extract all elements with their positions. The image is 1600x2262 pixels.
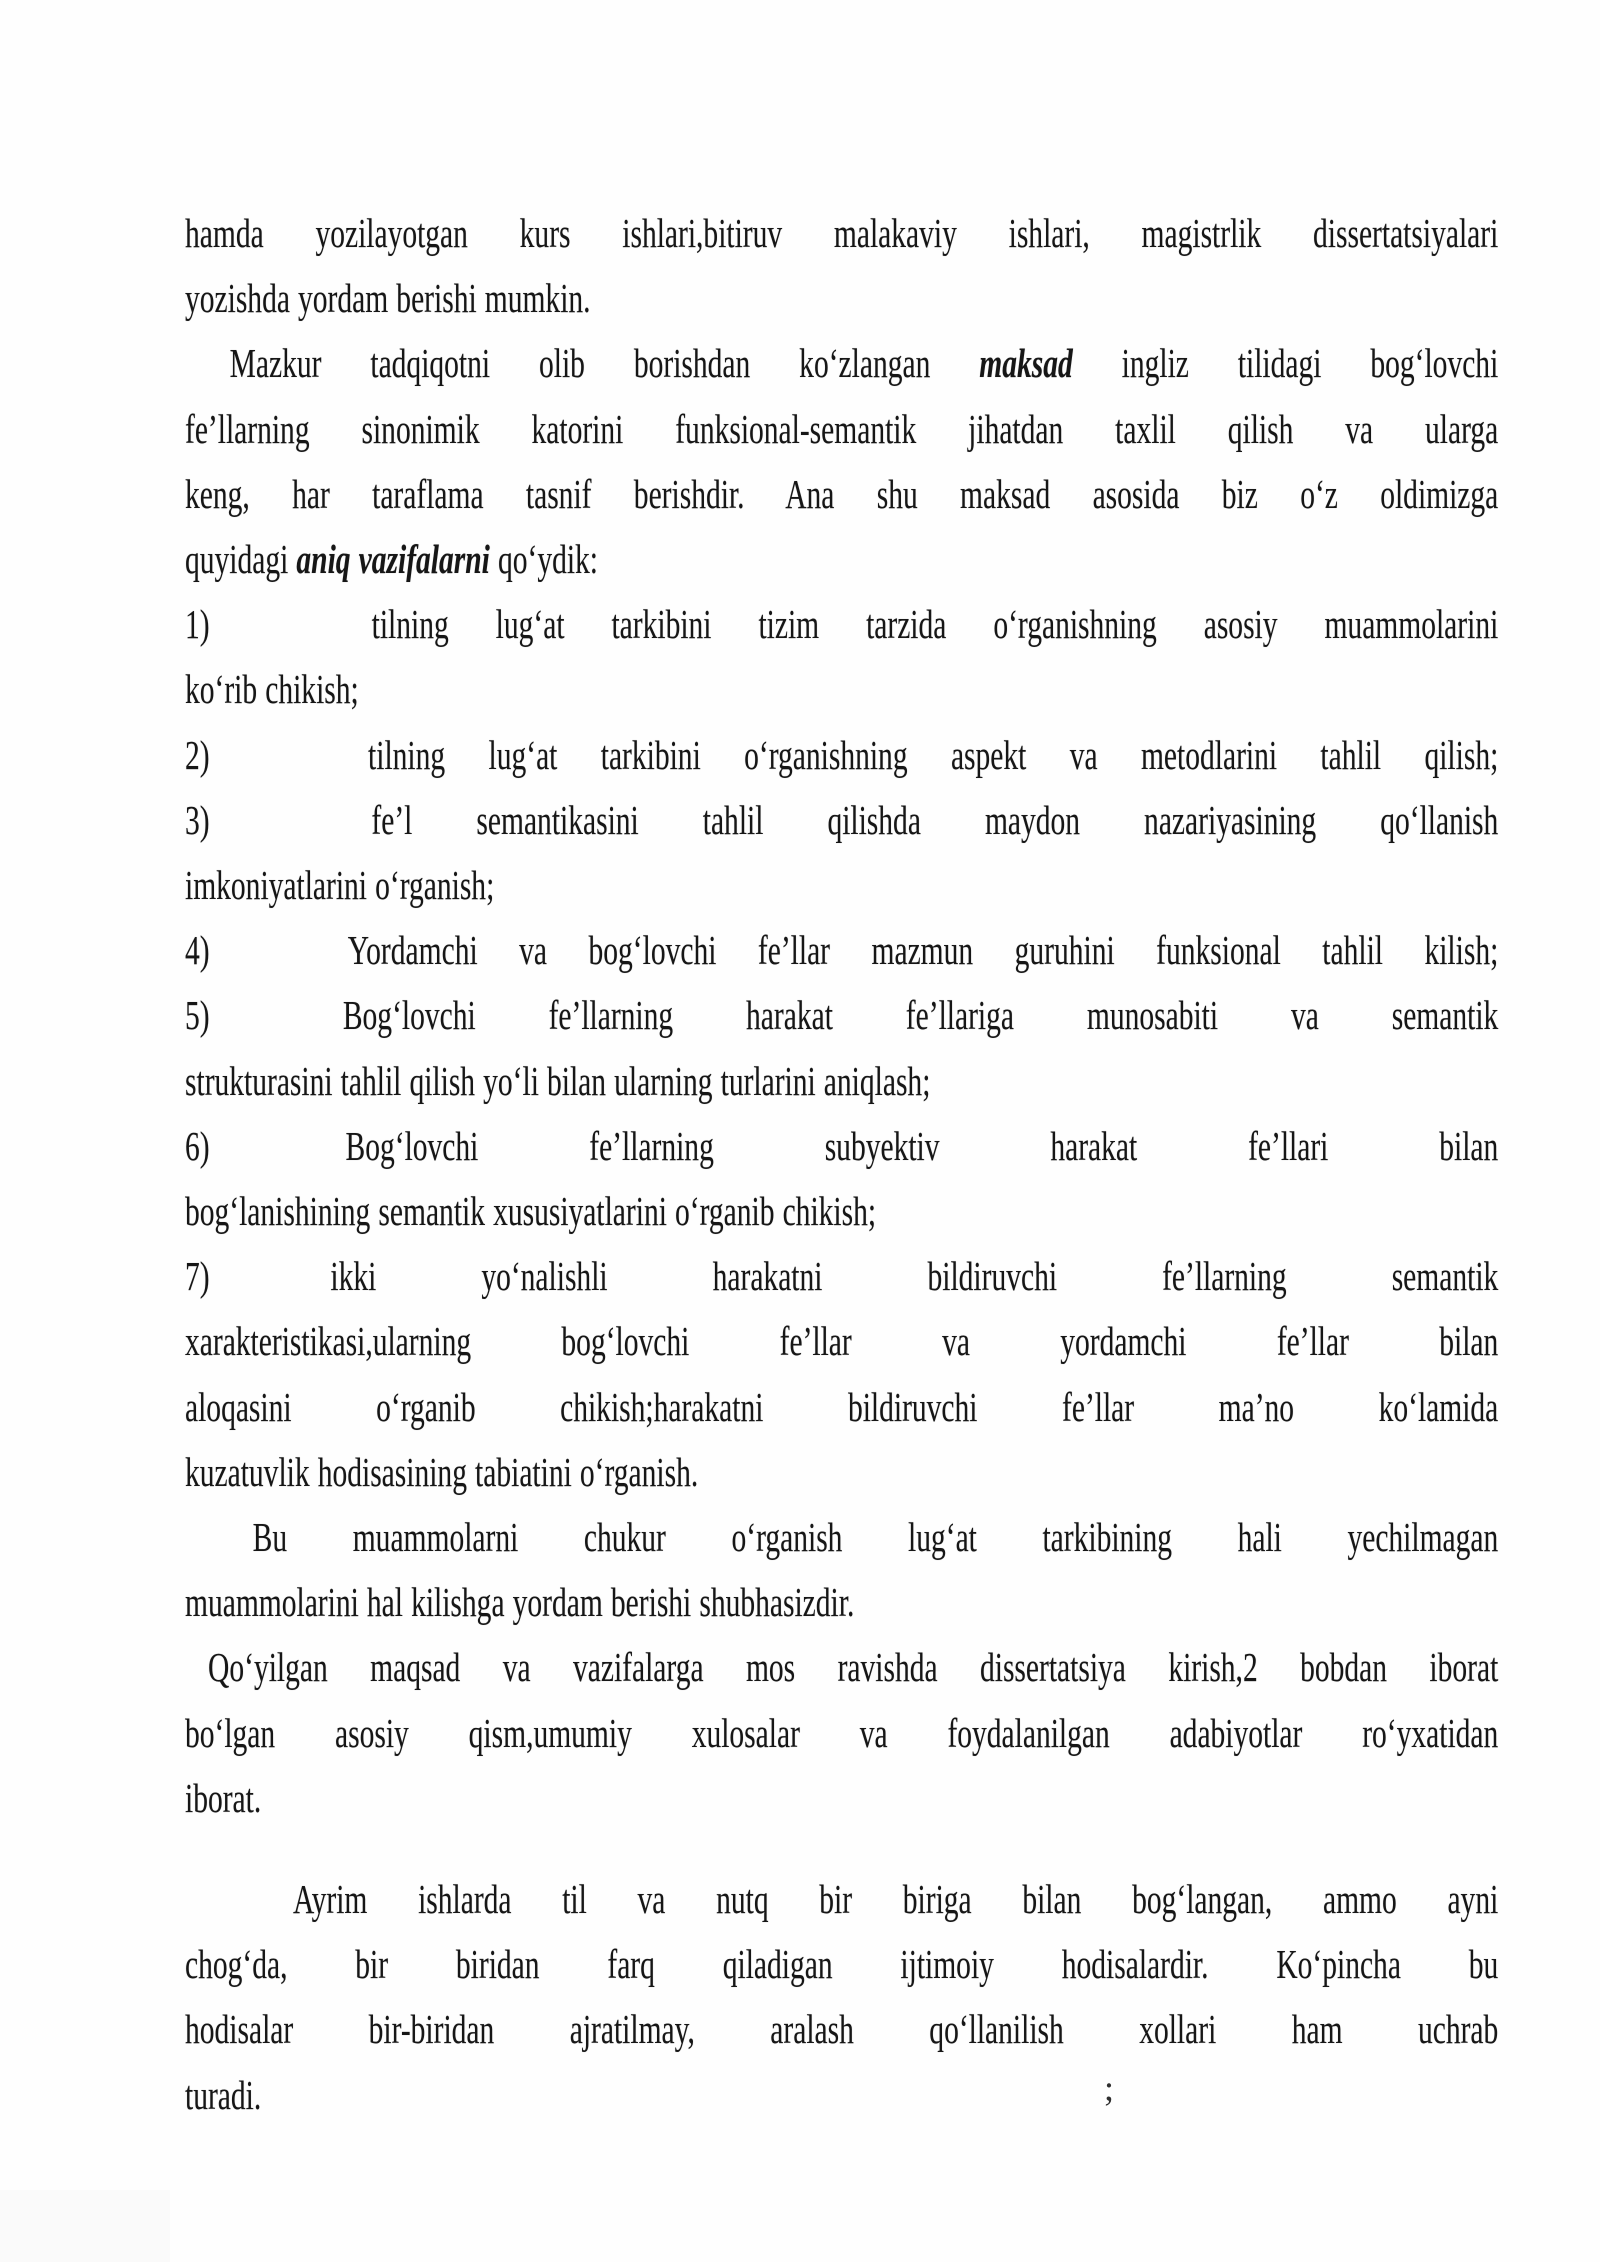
line-text: Bogʻlovchi fe’llarning harakat fe’llariga munosabiti va semantik (342, 992, 1499, 1039)
list-number: 1) (185, 601, 210, 648)
text-line (185, 1932, 1498, 1997)
line-text: koʻrib chikish; (185, 666, 359, 713)
line-text: ingliz tilidagi bogʻlovchi (1072, 340, 1499, 387)
line-text: keng, har taraflama tasnif berishdir. Ana shu maksad asosida biz oʻz oldimizga (185, 470, 1499, 517)
list-item-line (185, 723, 1498, 788)
text-line (185, 1309, 1498, 1374)
line-text: aloqasini oʻrganib chikish;harakatni bildiruvchi fe’llar ma’no koʻlamida (185, 1383, 1499, 1430)
text-line (185, 201, 1498, 266)
text-line (253, 1505, 1499, 1570)
line-text: yozishda yordam berishi mumkin. (185, 275, 591, 322)
line-text: tilning lugʻat tarkibini oʻrganishning aspekt va metodlarini tahlil qilish; (368, 731, 1499, 778)
text-line (185, 527, 1498, 592)
line-text: chogʻda, bir biridan farq qiladigan ijtimoiy hodisalardir. Koʻpincha bu (185, 1941, 1499, 1988)
list-number: 3) (185, 796, 210, 843)
list-number: 6) (185, 1122, 210, 1169)
text-line (185, 1375, 1498, 1440)
text-line (185, 1179, 1498, 1244)
text-line (185, 397, 1498, 462)
text-line (185, 1701, 1498, 1766)
line-text: imkoniyatlarini oʻrganish; (185, 862, 495, 909)
paragraph-gap (185, 1831, 1498, 1867)
line-text: qoʻydik: (489, 536, 598, 583)
line-text: Yordamchi va bogʻlovchi fe’llar mazmun guruhini funksional tahlil kilish; (347, 927, 1499, 974)
line-text: xarakteristikasi,ularning bogʻlovchi fe’llar va yordamchi fe’llar bilan (185, 1318, 1499, 1365)
line-text: Mazkur tadqiqotni olib borishdan koʻzlangan (229, 340, 980, 387)
line-text: quyidagi (185, 536, 297, 583)
list-item-line (185, 1244, 1498, 1309)
line-text: iborat. (185, 1774, 262, 1821)
text-line (185, 1440, 1498, 1505)
text-line (185, 2063, 1498, 2128)
line-text: kuzatuvlik hodisasining tabiatini oʻrganish. (185, 1448, 699, 1495)
list-item-line (185, 788, 1498, 853)
line-text: strukturasini tahlil qilish yoʻli bilan ularning turlarini aniqlash; (185, 1057, 931, 1104)
list-number: 4) (185, 927, 210, 974)
line-text: Bogʻlovchi fe’llarning subyektiv harakat fe’llari bilan (345, 1122, 1499, 1169)
text-line (185, 1570, 1498, 1635)
text-column (185, 201, 1498, 2128)
text-line (185, 1997, 1498, 2062)
line-text: turadi. (185, 2071, 262, 2118)
line-text: Qoʻyilgan maqsad va vazifalarga mos ravishda dissertatsiya kirish,2 bobdan iborat (208, 1644, 1499, 1691)
list-item-line (185, 592, 1498, 657)
line-text: Ayrim ishlarda til va nutq bir biriga bilan bogʻlangan, ammo ayni (293, 1876, 1499, 1923)
text-line (293, 1867, 1498, 1932)
text-line (208, 1635, 1498, 1700)
list-number: 7) (185, 1253, 210, 1300)
stray-semicolon-mark: ; (1104, 2068, 1115, 2108)
list-number: 5) (185, 992, 210, 1039)
list-item-line (185, 1114, 1498, 1179)
line-text: Bu muammolarni chukur oʻrganish lugʻat tarkibining hali yechilmagan (252, 1514, 1499, 1561)
line-text: boʻlgan asosiy qism,umumiy xulosalar va foydalanilgan adabiyotlar roʻyxatidan (185, 1709, 1499, 1756)
text-line (185, 1049, 1498, 1114)
text-line (230, 331, 1499, 396)
line-text: muammolarini hal kilishga yordam berishi shubhasizdir. (185, 1579, 855, 1626)
text-line (185, 462, 1498, 527)
line-text: fe’l semantikasini tahlil qilishda maydon nazariyasining qoʻllanish (371, 796, 1499, 843)
text-line (185, 853, 1498, 918)
list-item-line (185, 983, 1498, 1048)
bold-italic-text: aniq vazifalarni (296, 536, 490, 583)
bold-italic-text: maksad (979, 340, 1073, 387)
text-line (185, 1766, 1498, 1831)
line-text: ikki yoʻnalishli harakatni bildiruvchi fe’llarning semantik (330, 1253, 1499, 1300)
list-item-line (185, 918, 1498, 983)
line-text: hamda yozilayotgan kurs ishlari,bitiruv malakaviy ishlari, magistrlik dissertatsiyalari (185, 210, 1499, 256)
text-line (185, 266, 1498, 331)
line-text: hodisalar bir-biridan ajratilmay, aralash qoʻllanilish xollari ham uchrab (185, 2006, 1499, 2053)
line-text: tilning lugʻat tarkibini tizim tarzida oʻrganishning asosiy muammolarini (371, 601, 1499, 648)
list-number: 2) (185, 731, 210, 778)
line-text: bogʻlanishining semantik xususiyatlarini oʻrganib chikish; (185, 1188, 877, 1235)
scan-artifact (0, 2190, 170, 2262)
text-line (185, 657, 1498, 722)
line-text: fe’llarning sinonimik katorini funksional-semantik jihatdan taxlil qilish va ularga (185, 405, 1499, 452)
